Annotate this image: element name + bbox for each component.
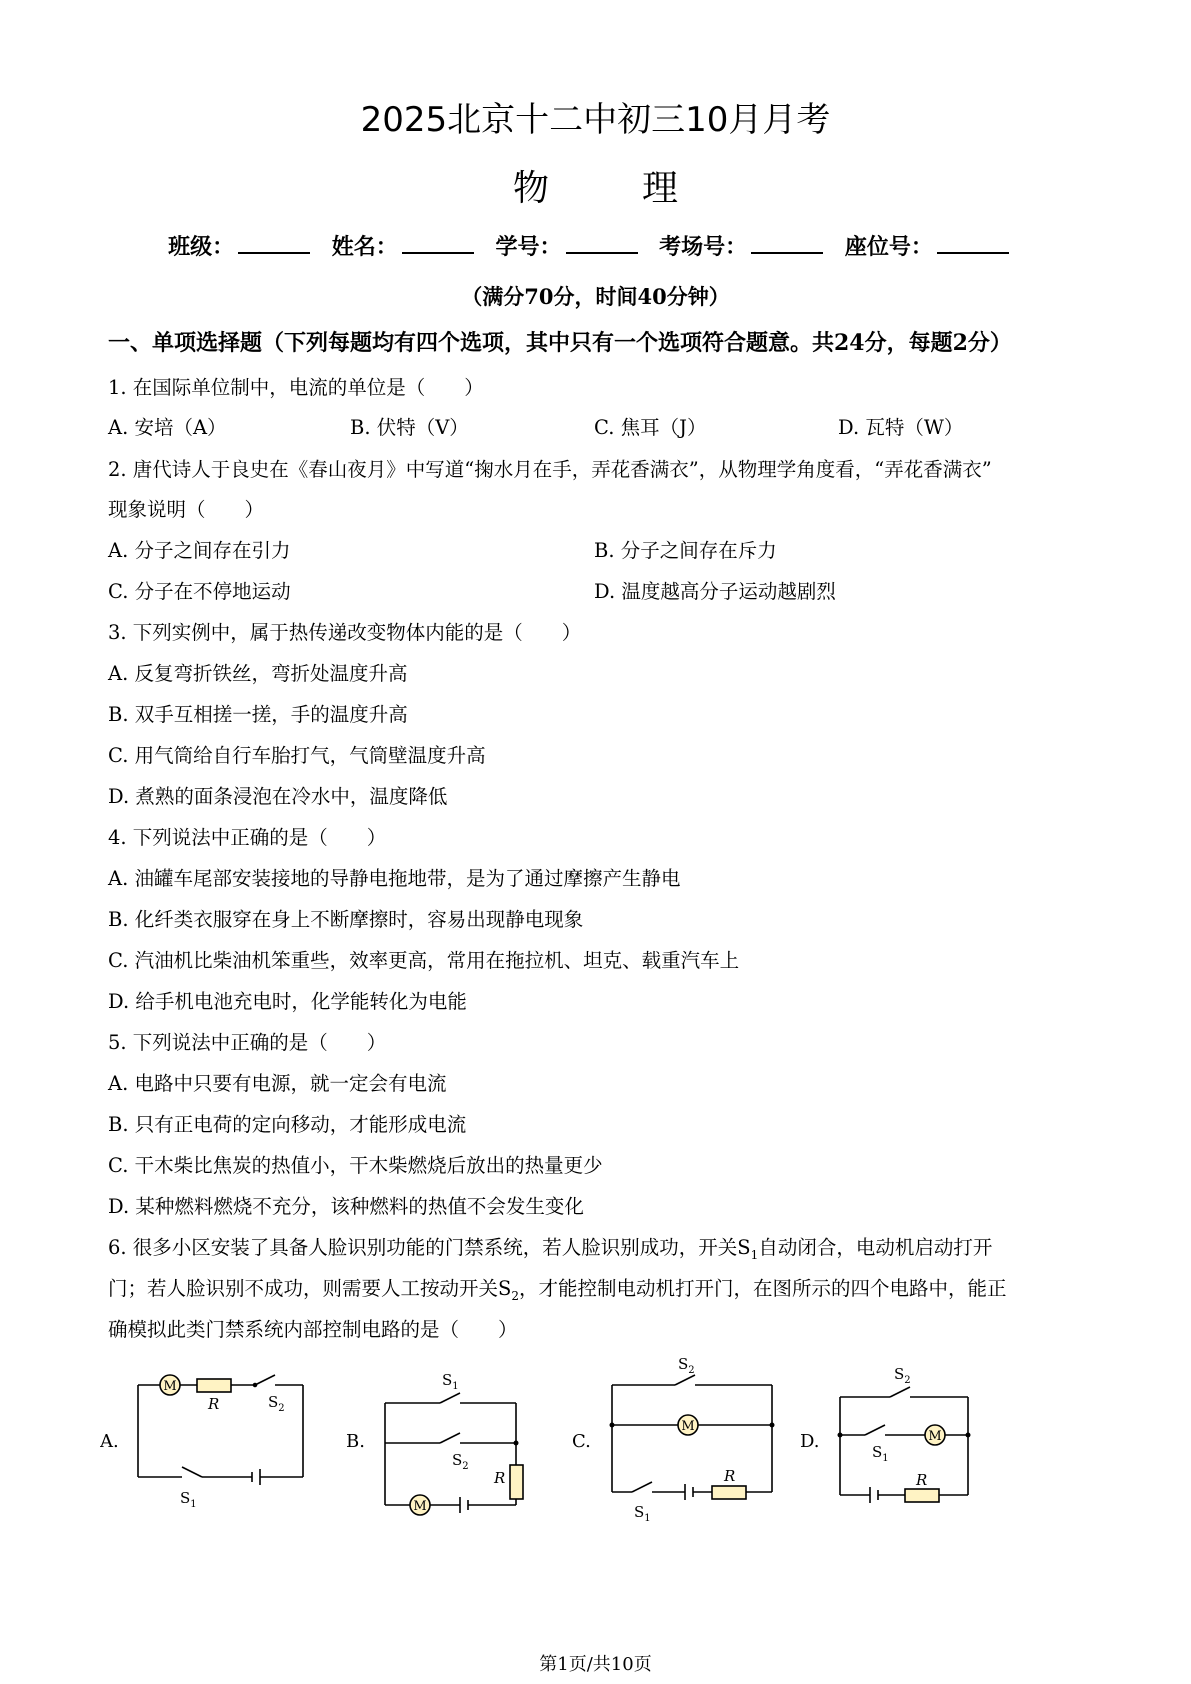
class-blank[interactable] <box>238 232 310 254</box>
motor-c: M <box>681 1419 695 1434</box>
seat-label: 座位号： <box>844 234 933 260</box>
q2-option-b: B. 分子之间存在斥力 <box>594 539 777 562</box>
resistor-d: R <box>916 1471 928 1489</box>
section-title: 一、单项选择题（下列每题均有四个选项，其中只有一个选项符合题意。共24分，每题2分） <box>108 330 1012 356</box>
q5-option-c: C. 干木柴比焦炭的热值小，干木柴燃烧后放出的热量更少 <box>108 1154 603 1177</box>
q4-option-c: C. 汽油机比柴油机笨重些，效率更高，常用在拖拉机、坦克、载重汽车上 <box>108 949 740 972</box>
circuit-d <box>840 1387 968 1503</box>
subject-char-2: 理 <box>641 168 678 209</box>
subject-title <box>0 160 1191 211</box>
subject-char-1: 物 <box>513 168 550 209</box>
q4-stem: 4. 下列说法中正确的是（ ） <box>108 826 387 849</box>
q6-stem-line3: 确模拟此类门禁系统内部控制电路的是（ ） <box>108 1318 518 1341</box>
student-id-blank[interactable] <box>566 232 638 254</box>
svg-text:S1: $S_1$ <box>180 1489 197 1510</box>
circuit-c <box>612 1375 772 1500</box>
class-label: 班级： <box>168 234 235 260</box>
q1-option-d: D. 瓦特（W） <box>838 416 964 439</box>
q3-option-c: C. 用气筒给自行车胎打气，气筒壁温度升高 <box>108 744 486 767</box>
circuit-a-label: A. <box>100 1431 119 1452</box>
q5-option-a: A. 电路中只要有电源，就一定会有电流 <box>108 1072 447 1095</box>
page-footer: 第1页/共10页 <box>539 1654 652 1675</box>
q6-stem-line2: 门；若人脸识别不成功，则需要人工按动开关$S_2$，才能控制电动机打开门，在图所示的四个电路中，能正 <box>108 1277 1007 1303</box>
seat-blank[interactable] <box>937 232 1009 254</box>
svg-text:S1: $S_1$ <box>634 1503 651 1524</box>
exam-title: 2025北京十二中初三10月月考 <box>360 100 831 140</box>
q5-stem: 5. 下列说法中正确的是（ ） <box>108 1031 387 1054</box>
q3-option-d: D. 煮熟的面条浸泡在冷水中，温度降低 <box>108 785 448 808</box>
q2-option-a: A. 分子之间存在引力 <box>108 539 291 562</box>
name-label: 姓名： <box>331 234 398 260</box>
q5-option-d: D. 某种燃料燃烧不充分，该种燃料的热值不会发生变化 <box>108 1195 584 1218</box>
svg-text:S2: $S_2$ <box>452 1451 469 1472</box>
circuit-diagrams <box>100 1355 1100 1540</box>
exam-room-blank[interactable] <box>751 232 823 254</box>
svg-text:S1: $S_1$ <box>442 1371 459 1392</box>
q3-stem: 3. 下列实例中，属于热传递改变物体内能的是（ ） <box>108 621 582 644</box>
resistor-a: R <box>208 1395 220 1413</box>
q1-stem: 1. 在国际单位制中，电流的单位是（ ） <box>108 376 484 399</box>
score-note: （满分70分，时间40分钟） <box>461 284 730 309</box>
q4-option-b: B. 化纤类衣服穿在身上不断摩擦时，容易出现静电现象 <box>108 908 584 931</box>
name-blank[interactable] <box>402 232 474 254</box>
q3-option-b: B. 双手互相搓一搓，手的温度升高 <box>108 703 408 726</box>
q4-option-d: D. 给手机电池充电时，化学能转化为电能 <box>108 990 467 1013</box>
student-id-label: 学号： <box>495 234 562 260</box>
resistor-c: R <box>724 1467 736 1485</box>
exam-room-label: 考场号： <box>659 234 748 260</box>
q2-option-c: C. 分子在不停地运动 <box>108 580 291 603</box>
q6-stem-line1: 6. 很多小区安装了具备人脸识别功能的门禁系统，若人脸识别成功，开关$S_1$自动闭合，电动机启动打开 <box>108 1236 993 1262</box>
q2-stem-line2: 现象说明（ ） <box>108 498 265 521</box>
q1-option-c: C. 焦耳（J） <box>594 416 707 439</box>
svg-text:S2: $S_2$ <box>678 1355 695 1376</box>
circuit-b-label: B. <box>346 1431 365 1452</box>
q5-option-b: B. 只有正电荷的定向移动，才能形成电流 <box>108 1113 467 1136</box>
motor-b: M <box>413 1499 427 1514</box>
resistor-b: R <box>494 1469 506 1487</box>
q2-stem-line1: 2. 唐代诗人于良史在《春山夜月》中写道“掬水月在手，弄花香满衣”，从物理学角度看，“弄花香满衣” <box>108 458 992 481</box>
circuit-d-label: D. <box>800 1431 820 1452</box>
svg-text:S2: $S_2$ <box>894 1365 911 1386</box>
student-info-row <box>0 230 1191 261</box>
motor-a: M <box>163 1379 177 1394</box>
circuit-c-label: C. <box>572 1431 591 1452</box>
svg-text:S2: $S_2$ <box>268 1393 285 1414</box>
q1-option-a: A. 安培（A） <box>108 416 227 439</box>
q4-option-a: A. 油罐车尾部安装接地的导静电拖地带，是为了通过摩擦产生静电 <box>108 867 681 890</box>
q3-option-a: A. 反复弯折铁丝，弯折处温度升高 <box>108 662 408 685</box>
svg-text:S1: $S_1$ <box>872 1443 889 1464</box>
q2-option-d: D. 温度越高分子运动越剧烈 <box>594 580 836 603</box>
motor-d: M <box>928 1429 942 1444</box>
q1-option-b: B. 伏特（V） <box>350 416 469 439</box>
